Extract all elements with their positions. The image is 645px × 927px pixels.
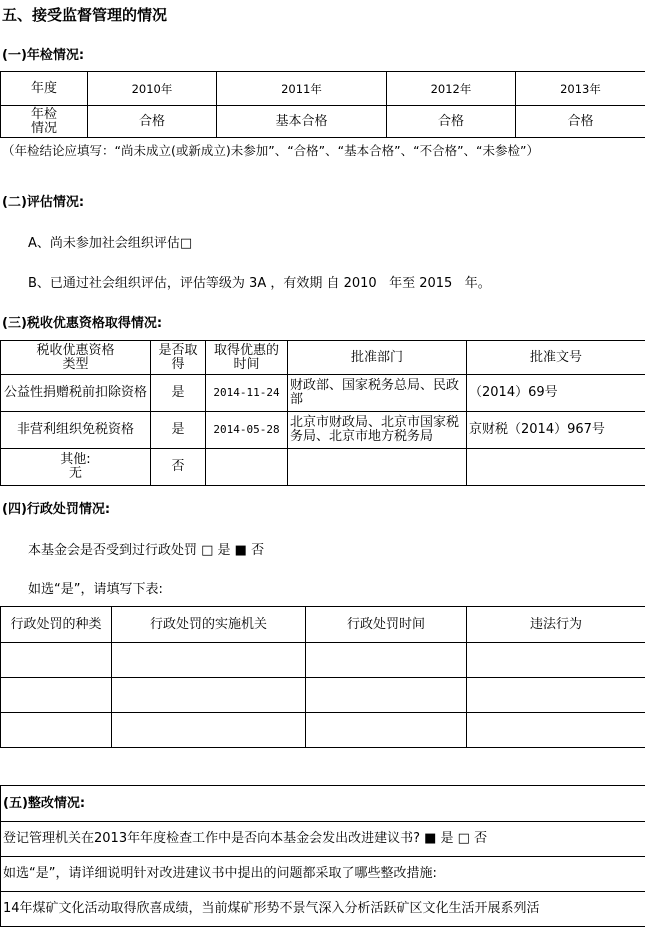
penalty-question: 本基金会是否受到过行政处罚 □ 是 ■ 否 (28, 539, 264, 558)
table-row (1, 449, 645, 486)
evaluation-option-b: B、已通过社会组织评估，评估等级为 3A ，有效期 自 2010 年至 2015 年。 (28, 272, 491, 291)
header-2010: 2010年 (88, 72, 217, 106)
evaluation-heading: (二)评估情况: (2, 191, 84, 210)
table-row (1, 412, 645, 449)
tax-header-docno: 批准文号 (467, 341, 645, 375)
result-2013: 合格 (516, 106, 645, 138)
tax-type-cell: 公益性捐赠税前扣除资格 (1, 375, 151, 412)
tax-docno-cell: 京财税（2014）967号 (467, 412, 645, 449)
tax-header-type: 税收优惠资格类型 (1, 341, 151, 375)
penalty-header-time: 行政处罚时间 (306, 607, 467, 643)
rectification-text: 14年煤矿文化活动取得欣喜成绩，当前煤矿形势不景气深入分析活跃矿区文化生活开展系列活 (1, 892, 645, 927)
rectification-heading: (五)整改情况: (1, 786, 645, 822)
tax-table (0, 340, 645, 486)
table-row (1, 713, 645, 748)
row-label-inspection: 年检情况 (1, 106, 88, 138)
penalty-header-violation: 违法行为 (467, 607, 645, 643)
penalty-instruction: 如选“是”，请填写下表: (28, 578, 163, 597)
tax-obtained-cell: 是 (151, 412, 206, 449)
rectification-question: 登记管理机关在2013年年度检查工作中是否向本基金会发出改进建议书? ■ 是 □ 否 (1, 822, 645, 857)
table-row (1, 678, 645, 713)
rectification-instruction: 如选“是”，请详细说明针对改进建议书中提出的问题都采取了哪些整改措施: (1, 857, 645, 892)
annual-inspection-table (0, 71, 645, 138)
table-row (1, 643, 645, 678)
tax-dept-cell: 财政部、国家税务总局、民政部 (288, 375, 467, 412)
section-title: 五、接受监督管理的情况 (2, 4, 167, 25)
tax-time-cell: 2014-11-24 (206, 375, 288, 412)
header-2013: 2013年 (516, 72, 645, 106)
tax-header-obtained: 是否取得 (151, 341, 206, 375)
header-year: 年度 (1, 72, 88, 106)
tax-type-cell: 非营利组织免税资格 (1, 412, 151, 449)
header-2012: 2012年 (387, 72, 516, 106)
tax-header-dept: 批准部门 (288, 341, 467, 375)
penalty-heading: (四)行政处罚情况: (2, 498, 110, 517)
tax-time-cell: 2014-05-28 (206, 412, 288, 449)
result-2010: 合格 (88, 106, 217, 138)
tax-obtained-cell: 是 (151, 375, 206, 412)
result-2012: 合格 (387, 106, 516, 138)
tax-header-time: 取得优惠的时间 (206, 341, 288, 375)
penalty-header-type: 行政处罚的种类 (1, 607, 112, 643)
evaluation-option-a: A、尚未参加社会组织评估□ (28, 232, 192, 251)
header-2011: 2011年 (217, 72, 387, 106)
tax-dept-cell (288, 449, 467, 486)
penalty-header-authority: 行政处罚的实施机关 (112, 607, 306, 643)
penalty-table (0, 606, 645, 748)
tax-obtained-cell: 否 (151, 449, 206, 486)
tax-docno-cell: （2014）69号 (467, 375, 645, 412)
result-2011: 基本合格 (217, 106, 387, 138)
tax-heading: (三)税收优惠资格取得情况: (2, 312, 162, 331)
inspection-note: （年检结论应填写：“尚未成立(或新成立)未参加”、“合格”、“基本合格”、“不合格”、“未参检”） (2, 143, 642, 159)
tax-docno-cell (467, 449, 645, 486)
table-row (1, 375, 645, 412)
tax-dept-cell: 北京市财政局、北京市国家税务局、北京市地方税务局 (288, 412, 467, 449)
annual-inspection-heading: (一)年检情况: (2, 44, 84, 63)
rectification-table (0, 785, 645, 927)
tax-time-cell (206, 449, 288, 486)
tax-type-cell: 其他:无 (1, 449, 151, 486)
